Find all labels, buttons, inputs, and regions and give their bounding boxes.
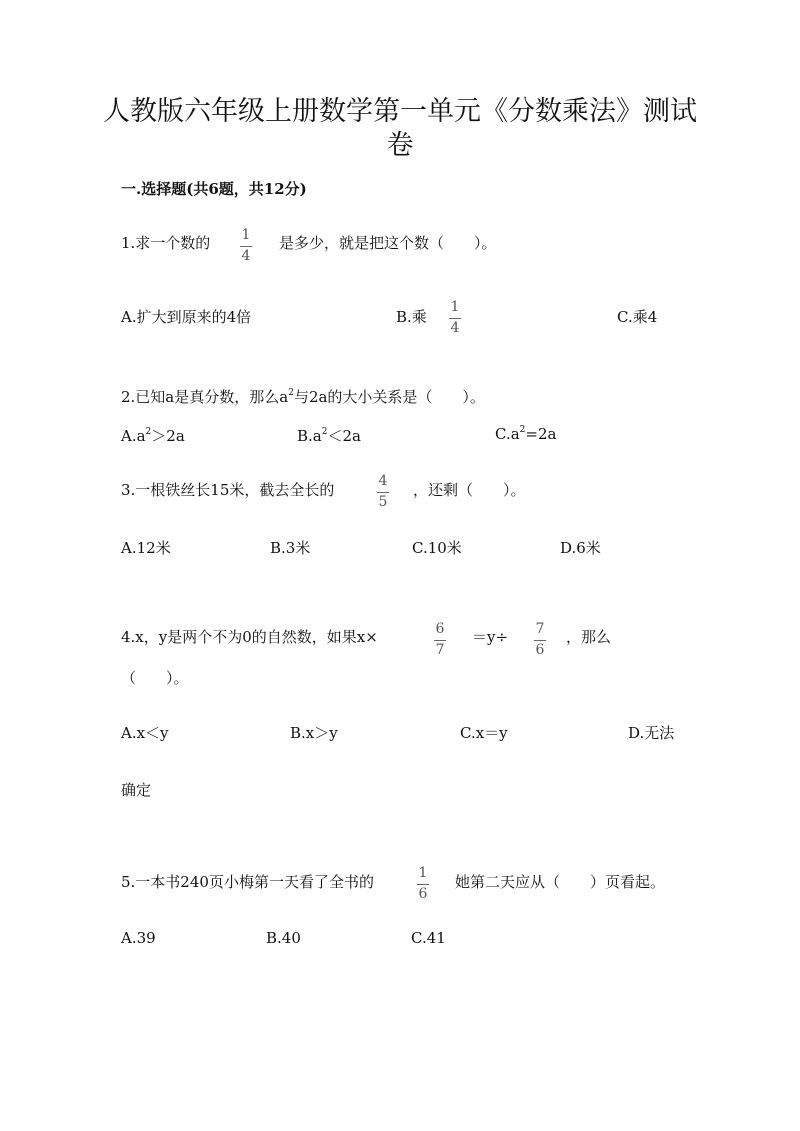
q2-text-part2: 与2a的大小关系是（ ）。 [293,388,485,406]
q1-option-c[interactable]: C.乘4 [617,308,658,326]
q4-fraction-2 [534,622,546,658]
q3-option-b[interactable]: B.3米 [270,539,311,557]
q4-option-a[interactable]: A.x＜y [121,724,169,742]
q3-fraction-numerator: 4 [378,473,388,489]
q4-fraction-1-numerator: 6 [435,621,445,637]
q2-option-b-sup: 2 [321,427,328,437]
q1-fraction [240,228,252,264]
q3-text-before: 3.一根铁丝长15米，截去全长的 [121,481,335,499]
q3-option-c[interactable]: C.10米 [412,539,462,557]
q2-superscript: 2 [288,388,294,398]
q1-option-b-fraction [449,300,461,336]
q2-option-a-base: A.a [121,427,146,445]
fraction-bar [434,640,446,641]
q2-option-b-rest: ＜2a [327,427,361,445]
q2-option-b[interactable] [297,425,361,446]
q2-option-c-sup: 2 [519,425,526,435]
q4-fraction-1-denominator: 7 [435,642,445,658]
fraction-bar [534,640,546,641]
q2-option-c[interactable] [495,425,556,443]
fraction-bar [417,884,429,885]
q4-fraction-1 [434,622,446,658]
q1-option-b[interactable]: B.乘 [396,308,427,326]
q3-option-d[interactable]: D.6米 [560,539,601,557]
section-heading: 一.选择题(共6题，共12分) [121,180,307,198]
fraction-bar [377,492,389,493]
q4-option-d-continued: 确定 [121,781,152,799]
q1-option-b-numerator: 1 [450,299,460,315]
q3-fraction [377,474,389,510]
q1-fraction-denominator: 4 [241,248,251,264]
q5-text-after: 她第二天应从（ ）页看起。 [455,873,666,891]
q2-option-a-sup: 2 [145,427,152,437]
q4-text-middle: ＝y÷ [472,628,509,646]
q4-option-c[interactable]: C.x＝y [460,724,508,742]
q4-option-b[interactable]: B.x＞y [290,724,338,742]
q4-text-after: ，那么 [566,628,612,646]
q4-option-d[interactable]: D.无法 [628,724,675,742]
q4-fraction-2-denominator: 6 [535,642,545,658]
title-line-2: 卷 [386,130,414,161]
q4-fraction-2-numerator: 7 [535,621,545,637]
fraction-bar [449,318,461,319]
q2-option-a-rest: ＞2a [151,427,185,445]
fraction-bar [240,246,252,247]
q2-option-c-rest: =2a [525,425,557,443]
q1-fraction-numerator: 1 [241,227,251,243]
q5-option-a[interactable]: A.39 [121,929,156,947]
q5-option-c[interactable]: C.41 [411,929,446,947]
q5-option-b[interactable]: B.40 [266,929,301,947]
q3-option-a[interactable]: A.12米 [121,539,171,557]
q2-option-a[interactable] [121,425,185,446]
q4-text-line2: （ ）。 [121,669,189,687]
q5-text-before: 5.一本书240页小梅第一天看了全书的 [121,873,374,891]
q5-fraction-denominator: 6 [418,886,428,902]
q1-text-after: 是多少，就是把这个数（ ）。 [279,234,497,252]
q1-text-before: 1.求一个数的 [121,234,211,252]
q2-option-c-base: C.a [495,425,520,443]
title-line-1: 人教版六年级上册数学第一单元《分数乘法》测试 [103,96,697,127]
q2-text-part1: 2.已知a是真分数，那么a [121,388,289,406]
q3-fraction-denominator: 5 [378,494,388,510]
q5-fraction-numerator: 1 [418,865,428,881]
q3-text-after: ，还剩（ ）。 [413,481,526,499]
q2-text [121,386,485,407]
q2-option-b-base: B.a [297,427,322,445]
q5-fraction [417,866,429,902]
q1-option-a[interactable]: A.扩大到原来的4倍 [121,308,252,326]
q4-text-before: 4.x，y是两个不为0的自然数，如果x× [121,628,378,646]
q1-option-b-denominator: 4 [450,320,460,336]
